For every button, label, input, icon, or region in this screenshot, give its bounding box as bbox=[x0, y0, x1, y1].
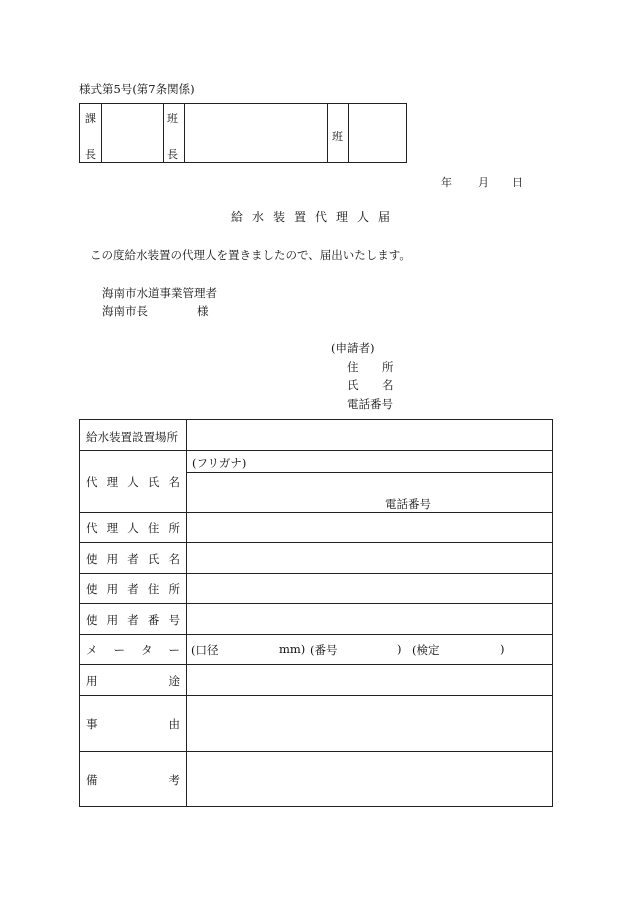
addressee-line1: 海南市水道事業管理者 bbox=[102, 286, 217, 300]
stamp-hancho-top: 班 bbox=[167, 112, 178, 125]
user-name-field[interactable] bbox=[188, 544, 552, 571]
purpose-field[interactable] bbox=[188, 666, 552, 693]
meter-unit-label: mm) bbox=[279, 642, 306, 656]
date-day: 日 bbox=[512, 176, 523, 189]
date-year: 年 bbox=[441, 176, 452, 189]
stamp-kacho-top: 課 bbox=[85, 112, 96, 125]
applicant-address-label-1: 住 bbox=[347, 360, 359, 374]
agent-address-field[interactable] bbox=[188, 514, 552, 540]
agent-form-table bbox=[79, 419, 553, 807]
meter-inspection-label: (検定 bbox=[412, 643, 440, 657]
meter-caliber-label: (口径 bbox=[191, 643, 219, 657]
label-purpose: 用 途 bbox=[86, 674, 180, 688]
meter-number-label: (番号 bbox=[310, 643, 338, 657]
agent-phone-label: 電話番号 bbox=[385, 497, 431, 511]
label-agent-name: 代 理 人 氏 名 bbox=[86, 475, 180, 489]
label-remarks: 備 考 bbox=[86, 773, 180, 787]
agent-name-field[interactable] bbox=[188, 474, 552, 510]
user-address-field[interactable] bbox=[188, 575, 552, 601]
applicant-name-label-2: 名 bbox=[382, 378, 394, 392]
applicant-label: (申請者) bbox=[331, 341, 375, 355]
user-number-field[interactable] bbox=[188, 605, 552, 632]
label-user-number: 使 用 者 番 号 bbox=[86, 613, 180, 627]
stamp-hancho-bottom: 長 bbox=[167, 148, 178, 161]
remarks-field[interactable] bbox=[188, 753, 552, 805]
applicant-phone-label: 電話番号 bbox=[347, 397, 393, 411]
addressee-honorific: 様 bbox=[197, 304, 209, 318]
addressee-line2-name: 海南市長 bbox=[102, 304, 148, 318]
label-agent-address: 代 理 人 住 所 bbox=[86, 521, 180, 535]
label-reason: 事 由 bbox=[86, 717, 180, 731]
label-user-name: 使 用 者 氏 名 bbox=[86, 552, 180, 566]
reason-field[interactable] bbox=[188, 697, 552, 749]
stamp-box-left bbox=[79, 103, 328, 163]
install-location-field[interactable] bbox=[188, 422, 552, 448]
applicant-address-label-2: 所 bbox=[382, 360, 394, 374]
stamp-han: 班 bbox=[332, 130, 343, 143]
furigana-label: (フリガナ) bbox=[192, 456, 247, 470]
applicant-name-label-1: 氏 bbox=[347, 378, 359, 392]
date-month: 月 bbox=[478, 176, 489, 189]
form-number: 様式第5号(第7条関係) bbox=[79, 82, 195, 96]
label-install-location: 給水装置設置場所 bbox=[86, 430, 178, 444]
meter-number-close: ) bbox=[397, 642, 402, 656]
intro-text: この度給水装置の代理人を置きましたので、届出いたします。 bbox=[90, 248, 411, 262]
label-user-address: 使 用 者 住 所 bbox=[86, 582, 180, 596]
meter-inspection-close: ) bbox=[500, 642, 505, 656]
label-meter: メ ー タ ー bbox=[86, 643, 180, 657]
document-title: 給水装置代理人届 bbox=[230, 210, 399, 224]
stamp-kacho-bottom: 長 bbox=[85, 148, 96, 161]
